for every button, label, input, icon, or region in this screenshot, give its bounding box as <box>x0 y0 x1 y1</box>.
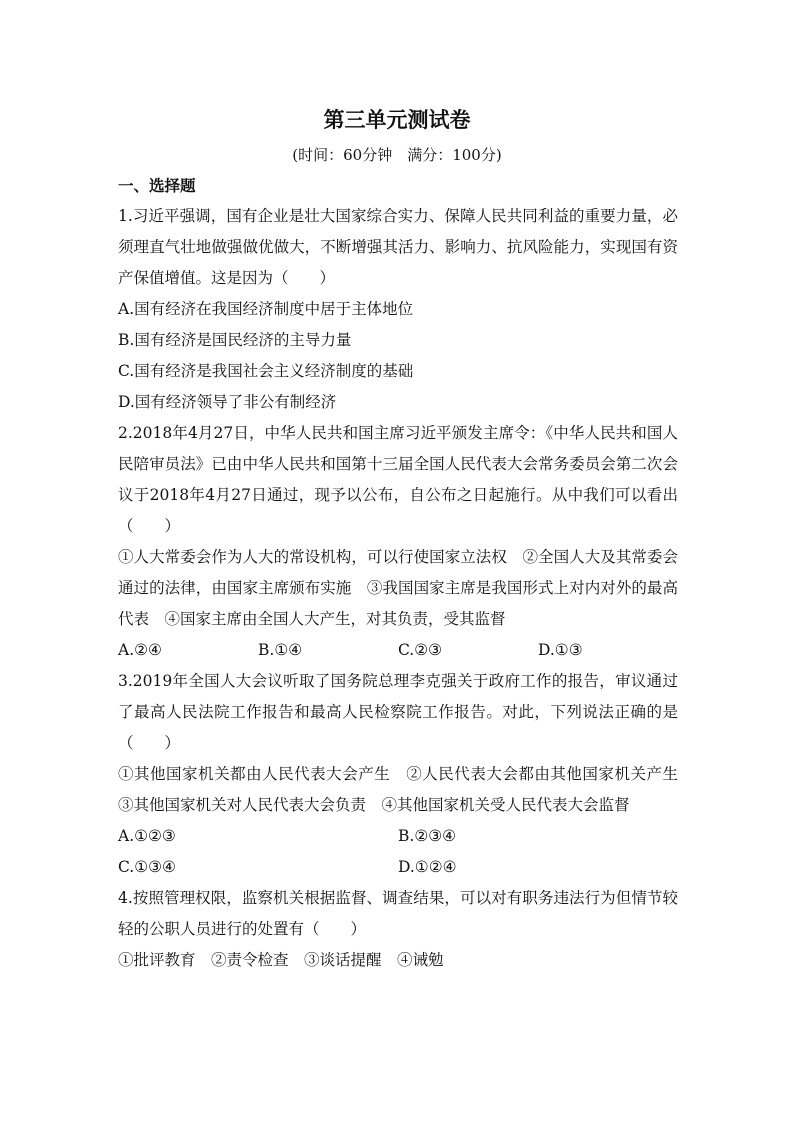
question-3-option-c: C.①③④ <box>118 858 176 876</box>
question-2-option-b: B.①④ <box>258 641 303 659</box>
question-3-options-row-1 <box>118 821 678 852</box>
question-1-option-a: A.国有经济在我国经济制度中居于主体地位 <box>118 300 414 318</box>
question-2 <box>118 418 678 666</box>
question-1-option-c: C.国有经济是我国社会主义经济制度的基础 <box>118 362 414 380</box>
question-3 <box>118 666 694 883</box>
question-2-option-c: C.②③ <box>398 641 443 659</box>
question-4-statements: ①批评教育 ②责令检查 ③谈话提醒 ④诫勉 <box>118 951 444 969</box>
question-3-option-d: D.①②④ <box>398 858 457 876</box>
question-3-option-b: B.②③④ <box>398 827 457 845</box>
question-1-option-b: B.国有经济是国民经济的主导力量 <box>118 331 352 349</box>
question-4 <box>118 883 678 976</box>
question-1-option-d: D.国有经济领导了非公有制经济 <box>118 393 337 411</box>
question-4-stem: 4.按照管理权限，监察机关根据监督、调查结果，可以对有职务违法行为但情节较轻的公职人员进行的处置有（ ） <box>118 889 678 938</box>
questions-body <box>118 201 694 976</box>
question-2-options <box>118 635 678 666</box>
question-1 <box>118 201 678 418</box>
exam-subtitle: (时间：60分钟 满分：100分) <box>292 146 502 164</box>
question-3-options-row-2 <box>118 852 678 883</box>
question-3-statements: ①其他国家机关都由人民代表大会产生 ②人民代表大会都由其他国家机关产生 ③其他国家机关对人民代表大会负责 ④其他国家机关受人民代表大会监督 <box>118 765 694 814</box>
question-3-option-a: A.①②③ <box>118 827 176 845</box>
question-1-stem: 1.习近平强调，国有企业是壮大国家综合实力、保障人民共同利益的重要力量，必须理直气壮地做强做优做大，不断增强其活力、影响力、抗风险能力，实现国有资产保值增值。这是因为（ ） <box>118 207 678 287</box>
question-2-statements: ①人大常委会作为人大的常设机构，可以行使国家立法权 ②全国人大及其常委会通过的法律，由国家主席颁布实施 ③我国国家主席是我国形式上对内对外的最高代表 ④国家主席由全国人大产生，对其负责，受其监督 <box>118 548 678 628</box>
section-heading: 一、选择题 <box>118 177 196 195</box>
question-2-option-d: D.①③ <box>538 641 583 659</box>
question-3-stem: 3.2019年全国人大会议听取了国务院总理李克强关于政府工作的报告，审议通过了最高人民法院工作报告和最高人民检察院工作报告。对此，下列说法正确的是（ ） <box>118 672 678 752</box>
question-2-stem: 2.2018年4月27日，中华人民共和国主席习近平颁发主席令：《中华人民共和国人民陪审员法》已由中华人民共和国第十三届全国人民代表大会常务委员会第二次会议于2018年4月27日通过，现予以公布，自公布之日起施行。从中我们可以看出（ ） <box>118 424 678 535</box>
question-2-option-a: A.②④ <box>118 641 162 659</box>
exam-title: 第三单元测试卷 <box>323 108 471 132</box>
